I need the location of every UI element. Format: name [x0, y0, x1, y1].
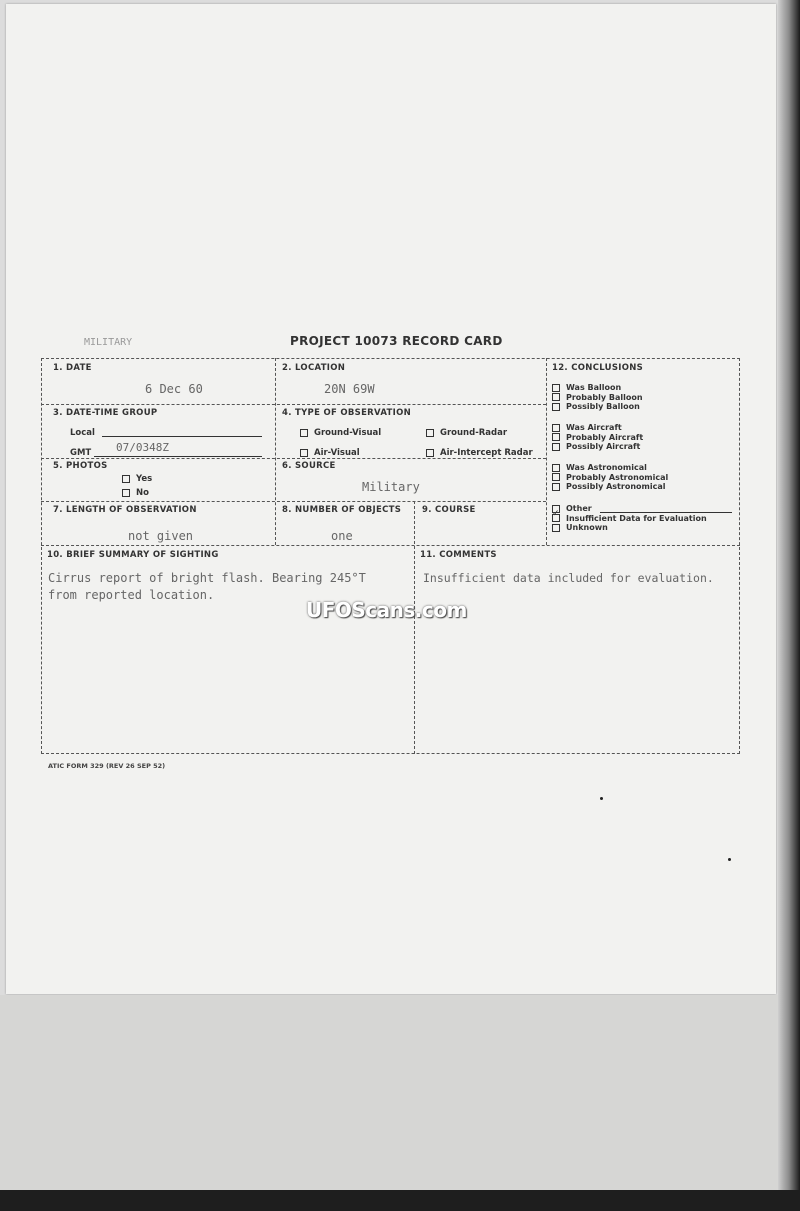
checkbox-icon	[122, 475, 130, 483]
source-label: 6. SOURCE	[282, 461, 336, 471]
classification-stamp: MILITARY	[84, 337, 133, 348]
card-title: PROJECT 10073 RECORD CARD	[290, 334, 503, 348]
photos-yes-option: Yes	[122, 474, 152, 484]
checked-checkbox-icon: ✓	[552, 514, 560, 522]
checkbox-icon	[300, 449, 308, 457]
divider	[275, 358, 276, 545]
divider	[41, 501, 546, 502]
scan-edge-bottom	[0, 1190, 800, 1211]
date-value: 6 Dec 60	[145, 382, 203, 396]
gmt-value: 07/0348Z	[116, 441, 169, 454]
local-label: Local	[70, 428, 95, 438]
ground-radar-option: Ground-Radar	[426, 428, 507, 438]
course-label: 9. COURSE	[422, 505, 476, 515]
checkbox-icon	[426, 429, 434, 437]
speck	[728, 858, 731, 861]
checkbox-icon	[300, 429, 308, 437]
number-of-objects-label: 8. NUMBER OF OBJECTS	[282, 505, 402, 515]
summary-line-2: from reported location.	[48, 588, 215, 602]
divider	[546, 358, 547, 545]
checkbox-icon	[122, 489, 130, 497]
date-label: 1. DATE	[53, 363, 92, 373]
summary-line-1: Cirrus report of bright flash. Bearing 245°T	[48, 571, 366, 585]
checkbox-icon	[552, 384, 560, 392]
checkbox-icon	[552, 433, 560, 441]
gmt-line	[94, 456, 262, 457]
comments-text: Insufficient data included for evaluation.	[423, 571, 714, 585]
divider	[414, 501, 415, 754]
summary-label: 10. BRIEF SUMMARY OF SIGHTING	[47, 550, 219, 560]
divider	[41, 458, 546, 459]
location-label: 2. LOCATION	[282, 363, 346, 373]
conclusion-group-other: Other ✓ Insufficient Data for Evaluation Unknown	[552, 504, 707, 532]
ground-visual-option: Ground-Visual	[300, 428, 381, 438]
checkbox-icon	[552, 483, 560, 491]
location-value: 20N 69W	[324, 382, 375, 396]
gmt-label: GMT	[70, 448, 92, 458]
checkbox-icon	[552, 393, 560, 401]
checkbox-icon	[552, 403, 560, 411]
photos-no-option: No	[122, 488, 149, 498]
air-intercept-radar-option: Air-Intercept Radar	[426, 448, 533, 458]
divider	[41, 545, 740, 546]
air-visual-option: Air-Visual	[300, 448, 360, 458]
lower-sheet	[0, 995, 785, 1211]
form-number: ATIC FORM 329 (REV 26 SEP 52)	[48, 762, 166, 770]
checkbox-icon	[552, 473, 560, 481]
watermark: UFOScans.com	[306, 598, 467, 622]
source-value: Military	[362, 480, 420, 494]
divider	[41, 404, 546, 405]
conclusion-group-balloon: Was Balloon Probably Balloon Possibly Balloon	[552, 383, 643, 412]
length-label: 7. LENGTH OF OBSERVATION	[53, 505, 197, 515]
number-of-objects-value: one	[331, 529, 353, 543]
conclusions-label: 12. CONCLUSIONS	[552, 363, 644, 373]
conclusion-group-astronomical: Was Astronomical Probably Astronomical Possibly Astronomical	[552, 463, 668, 492]
conclusion-group-aircraft: Was Aircraft Probably Aircraft Possibly Aircraft	[552, 423, 643, 452]
length-value: not given	[128, 529, 194, 543]
other-line	[600, 512, 732, 513]
checkbox-icon	[552, 524, 560, 532]
photos-label: 5. PHOTOS	[53, 461, 108, 471]
local-line	[102, 436, 262, 437]
checkbox-icon	[552, 464, 560, 472]
speck	[600, 797, 603, 800]
checkbox-icon	[552, 443, 560, 451]
scan-edge-right	[778, 0, 800, 1211]
observation-type-label: 4. TYPE OF OBSERVATION	[282, 408, 412, 418]
checkbox-icon	[552, 424, 560, 432]
dtg-label: 3. DATE-TIME GROUP	[53, 408, 158, 418]
comments-label: 11. COMMENTS	[420, 550, 497, 560]
checkbox-icon	[426, 449, 434, 457]
